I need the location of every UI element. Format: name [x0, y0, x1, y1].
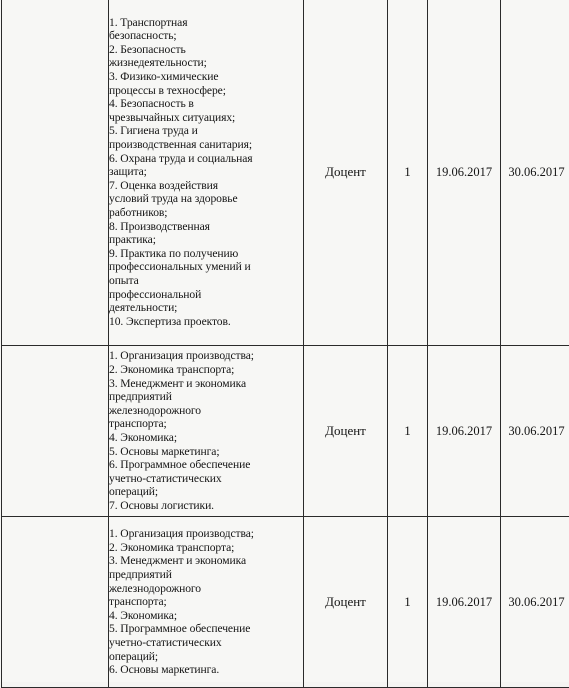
discipline-line: практика; — [109, 233, 303, 247]
discipline-line: 1. Транспортная — [109, 16, 303, 30]
discipline-line: жизнедеятельности; — [109, 56, 303, 70]
discipline-line: условий труда на здоровье — [109, 192, 303, 206]
discipline-line: работников; — [109, 206, 303, 220]
table-row — [2, 0, 569, 346]
discipline-line: 10. Экспертиза проектов. — [109, 315, 303, 329]
date-end-cell: 30.06.2017 — [501, 517, 569, 688]
discipline-line: учетно-статистических — [109, 472, 303, 486]
discipline-line: 9. Практика по получению — [109, 247, 303, 261]
discipline-line: 5. Гигиена труда и — [109, 124, 303, 138]
discipline-line: защита; — [109, 165, 303, 179]
discipline-line: 3. Менеджмент и экономика — [109, 554, 303, 568]
discipline-line: 1. Организация производства; — [109, 527, 303, 541]
discipline-line: транспорта; — [109, 595, 303, 609]
position-cell: Доцент — [304, 346, 388, 517]
discipline-line: 4. Экономика; — [109, 609, 303, 623]
disciplines-cell — [109, 0, 304, 346]
date-start-cell: 19.06.2017 — [428, 0, 501, 346]
discipline-line: железнодорожного — [109, 404, 303, 418]
discipline-line: предприятий — [109, 390, 303, 404]
empty-cell — [2, 0, 109, 346]
discipline-line: 5. Программное обеспечение — [109, 622, 303, 636]
discipline-line: производственная санитария; — [109, 138, 303, 152]
rate-cell: 1 — [388, 346, 428, 517]
discipline-line: транспорта; — [109, 417, 303, 431]
discipline-line: 6. Основы маркетинга. — [109, 663, 303, 677]
empty-cell — [2, 517, 109, 688]
discipline-line: операций; — [109, 485, 303, 499]
rate-cell: 1 — [388, 0, 428, 346]
table-row — [2, 346, 569, 517]
discipline-line: 7. Оценка воздействия — [109, 179, 303, 193]
discipline-line: 6. Охрана труда и социальная — [109, 152, 303, 166]
discipline-line: предприятий — [109, 568, 303, 582]
discipline-line: железнодорожного — [109, 582, 303, 596]
discipline-line: профессиональных умений и — [109, 260, 303, 274]
discipline-line: 7. Основы логистики. — [109, 499, 303, 513]
discipline-line: 1. Организация производства; — [109, 349, 303, 363]
discipline-line: безопасность; — [109, 29, 303, 43]
discipline-line: операций; — [109, 650, 303, 664]
discipline-line: 8. Производственная — [109, 220, 303, 234]
discipline-line: учетно-статистических — [109, 636, 303, 650]
positions-table — [1, 0, 569, 688]
discipline-line: 4. Безопасность в — [109, 97, 303, 111]
rate-cell: 1 — [388, 517, 428, 688]
discipline-line: чрезвычайных ситуациях; — [109, 111, 303, 125]
date-start-cell: 19.06.2017 — [428, 346, 501, 517]
disciplines-cell — [109, 517, 304, 688]
table-row — [2, 517, 569, 688]
discipline-line: 3. Физико-химические — [109, 70, 303, 84]
discipline-line: 5. Основы маркетинга; — [109, 445, 303, 459]
date-end-cell: 30.06.2017 — [501, 346, 569, 517]
discipline-line: профессиональной — [109, 288, 303, 302]
discipline-line: 2. Экономика транспорта; — [109, 363, 303, 377]
disciplines-cell — [109, 346, 304, 517]
discipline-line: 2. Безопасность — [109, 43, 303, 57]
discipline-line: деятельности; — [109, 301, 303, 315]
discipline-line: опыта — [109, 274, 303, 288]
date-end-cell: 30.06.2017 — [501, 0, 569, 346]
empty-cell — [2, 346, 109, 517]
date-start-cell: 19.06.2017 — [428, 517, 501, 688]
position-cell: Доцент — [304, 517, 388, 688]
discipline-line: 2. Экономика транспорта; — [109, 541, 303, 555]
position-cell: Доцент — [304, 0, 388, 346]
discipline-line: процессы в техносфере; — [109, 84, 303, 98]
discipline-line: 6. Программное обеспечение — [109, 458, 303, 472]
discipline-line: 3. Менеджмент и экономика — [109, 377, 303, 391]
discipline-line: 4. Экономика; — [109, 431, 303, 445]
